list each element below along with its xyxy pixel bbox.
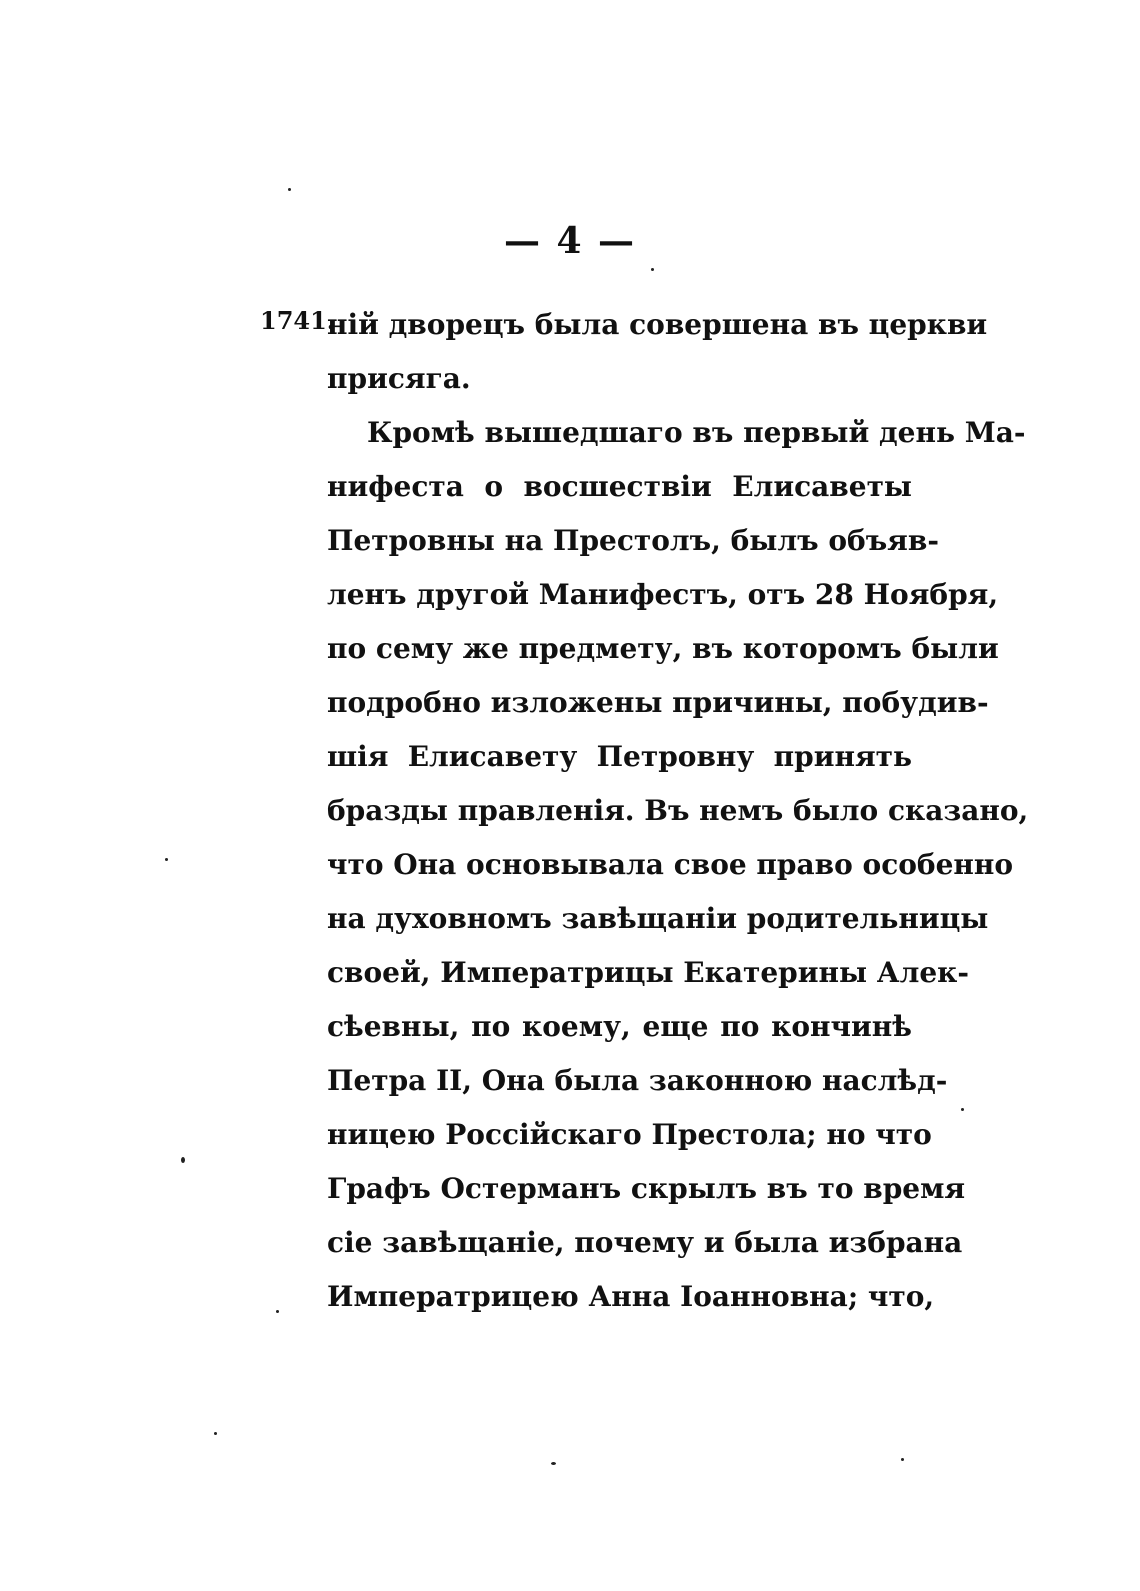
text-line: Графъ Остерманъ скрылъ въ то время [327, 1172, 966, 1205]
text-line: сіе завѣщаніе, почему и была избрана [327, 1226, 963, 1259]
scan-speck [181, 1157, 185, 1163]
scan-speck [214, 1432, 217, 1435]
scan-speck [276, 1310, 279, 1313]
page-number-header: — 4 — [503, 220, 637, 262]
text-line: Императрицею Анна Іоанновна; что, [327, 1280, 935, 1313]
text-line: ній дворецъ была совершена въ церкви [327, 308, 988, 341]
text-line: на духовномъ завѣщаніи родительницы [327, 902, 989, 935]
text-line: бразды правленія. Въ немъ было сказано, [327, 794, 1029, 827]
scan-speck [551, 1462, 556, 1465]
scan-speck [288, 188, 291, 191]
text-line: нифеста о восшествіи Елисаветы [327, 470, 912, 503]
text-line: сѣевны, по коему, еще по кончинѣ [327, 1010, 912, 1043]
scan-speck [165, 858, 168, 861]
text-line: что Она основывала свое право особенно [327, 848, 1014, 881]
text-line: по сему же предмету, въ которомъ были [327, 632, 999, 665]
text-line: ленъ другой Манифестъ, отъ 28 Ноября, [327, 578, 999, 611]
text-line: своей, Императрицы Екатерины Алек- [327, 956, 969, 989]
text-line: присяга. [327, 362, 471, 395]
text-line: шія Елисавету Петровну принять [327, 740, 912, 773]
text-line: Петра II, Она была законною наслѣд- [327, 1064, 948, 1097]
body-text [327, 298, 1029, 1324]
text-line: ницею Россійскаго Престола; но что [327, 1118, 932, 1151]
scan-speck [901, 1458, 904, 1461]
margin-year-note: 1741. [260, 306, 336, 335]
text-line: Петровны на Престолъ, былъ объяв- [327, 524, 939, 557]
scan-speck [651, 268, 654, 271]
text-line: подробно изложены причины, побудив- [327, 686, 989, 719]
scan-speck [961, 1108, 964, 1111]
text-line: Кромѣ вышедшаго въ первый день Ма- [367, 416, 1026, 449]
